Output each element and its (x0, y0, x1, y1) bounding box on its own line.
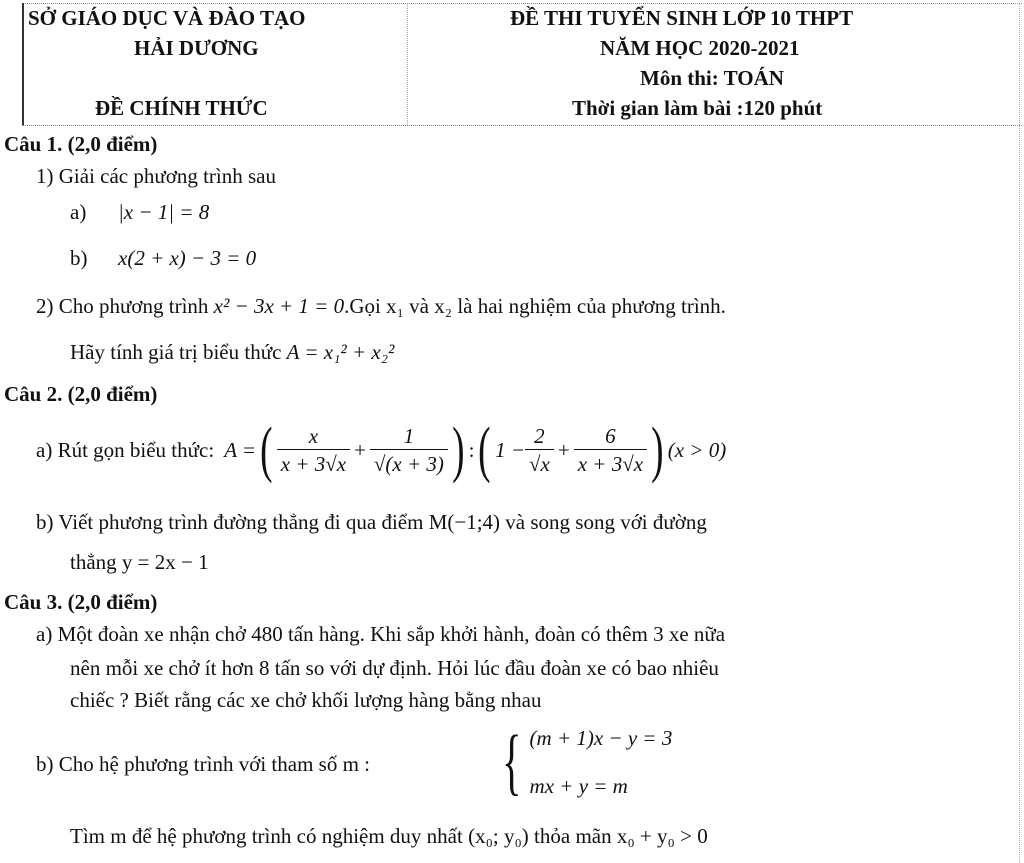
q1-b-label: b) (70, 246, 88, 270)
province-name: HẢI DƯƠNG (134, 36, 259, 60)
one-minus: 1 − (495, 437, 525, 462)
fraction-2 (370, 424, 448, 477)
fraction-4-numerator: 6 (605, 423, 616, 448)
school-year: NĂM HỌC 2020-2021 (600, 36, 800, 60)
q1-part2-equation: x² − 3x + 1 = 0 (213, 294, 345, 318)
q1-part2-prefix: 2) Cho phương trình (36, 294, 209, 318)
q2-a-condition: (x > 0) (667, 437, 727, 462)
fraction-3 (525, 424, 554, 477)
subject: Môn thi: TOÁN (640, 66, 784, 90)
q1-part2-line2-prefix: Hãy tính giá trị biểu thức (70, 340, 282, 364)
q3-a-line1: a) Một đoàn xe nhận chở 480 tấn hàng. Khi sắp khởi hành, đoàn có thêm 3 xe nữa (36, 622, 726, 646)
q3-b-last-line: Tìm m để hệ phương trình có nghiệm duy nhất (x₀; y₀) thỏa mãn x₀ + y₀ > 0 (70, 824, 708, 848)
equation-system (494, 712, 672, 812)
time-limit: Thời gian làm bài :120 phút (572, 96, 823, 120)
q1-a-label: a) (70, 200, 87, 224)
fraction-3-denominator: √x (525, 449, 554, 477)
fraction-3-numerator: 2 (534, 423, 545, 448)
left-paren-1: ( (260, 416, 273, 484)
q2-a-lhs: A = (224, 437, 257, 462)
q3-a-line2: nên mỗi xe chở ít hơn 8 tấn so với dự định. Hỏi lúc đầu đoàn xe có bao nhiêu (70, 656, 719, 680)
system-equation-2: mx + y = m (529, 774, 628, 798)
header-top-border (22, 3, 1022, 4)
left-paren-2: ( (478, 416, 491, 484)
exam-title: ĐỀ THI TUYỂN SINH LỚP 10 THPT (510, 6, 854, 30)
fraction-2-numerator: 1 (403, 423, 415, 448)
plus-sign-1: + (354, 437, 366, 462)
q1-part2-suffix: .Gọi x₁ và x₂ là hai nghiệm của phương trình. (344, 294, 726, 318)
q2-a-line (36, 410, 726, 490)
q2-a-label: a) Rút gọn biểu thức: (36, 437, 215, 462)
q1-a-expression: |x − 1| = 8 (118, 200, 210, 224)
q1-part2-line2-expression: A = x₁² + x₂² (286, 340, 395, 364)
header-column-divider (407, 3, 408, 125)
right-paren-2: ) (651, 416, 664, 484)
right-paren-1: ) (452, 416, 465, 484)
department-name: SỞ GIÁO DỤC VÀ ĐÀO TẠO (28, 6, 306, 30)
division-sign: : (468, 437, 475, 462)
question-2-title: Câu 2. (2,0 điểm) (4, 382, 158, 406)
page-right-border (1019, 3, 1020, 863)
header-left-border (22, 3, 24, 125)
fraction-4-denominator: x + 3√x (574, 449, 647, 477)
q3-a-line3: chiếc ? Biết rằng các xe chở khối lượng hàng bằng nhau (70, 688, 542, 712)
fraction-1 (277, 424, 350, 477)
system-equations (530, 714, 673, 810)
official-label: ĐỀ CHÍNH THỨC (95, 96, 268, 120)
question-3-title: Câu 3. (2,0 điểm) (4, 590, 158, 614)
system-equation-1: (m + 1)x − y = 3 (529, 726, 673, 750)
q1-part1-text: 1) Giải các phương trình sau (36, 164, 277, 188)
fraction-4 (574, 424, 647, 477)
q2-b-line1: b) Viết phương trình đường thẳng đi qua điểm M(−1;4) và song song với đường (36, 510, 707, 534)
system-brace: { (501, 721, 522, 803)
q1-part2-line1 (36, 294, 726, 319)
plus-sign-2: + (557, 437, 570, 462)
q2-b-line2: thẳng y = 2x − 1 (70, 550, 209, 574)
question-1-title: Câu 1. (2,0 điểm) (4, 132, 158, 156)
q1-part2-line2 (70, 340, 394, 365)
fraction-1-denominator: x + 3√x (277, 449, 350, 477)
fraction-2-denominator: √(x + 3) (370, 449, 448, 477)
q3-b-prefix: b) Cho hệ phương trình với tham số m : (36, 752, 370, 776)
header-bottom-border (22, 125, 1022, 126)
fraction-1-numerator: x (308, 423, 319, 448)
q1-b-expression: x(2 + x) − 3 = 0 (118, 246, 257, 270)
